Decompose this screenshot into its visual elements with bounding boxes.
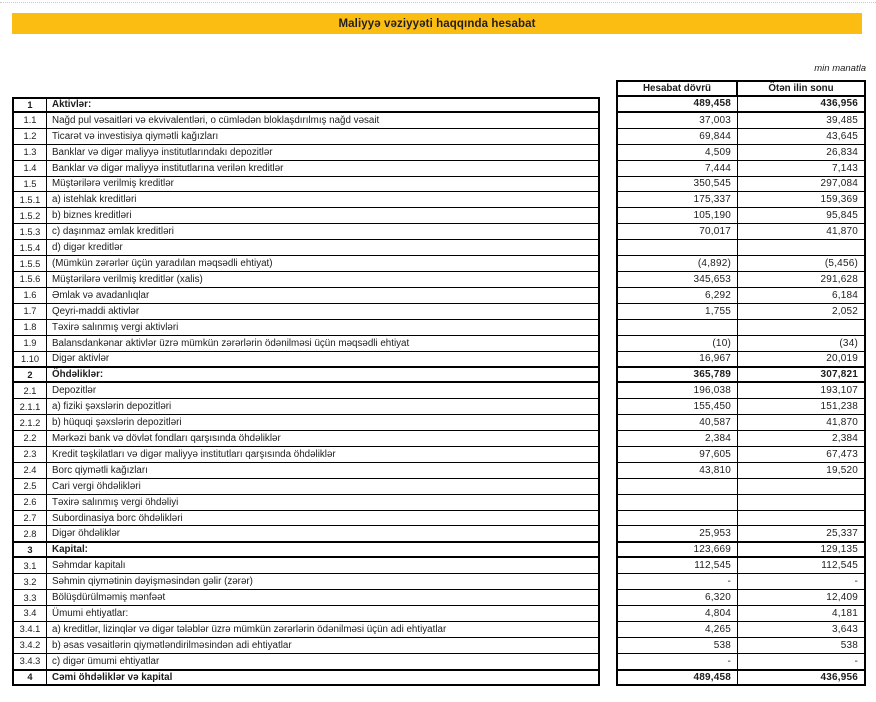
table-row <box>12 511 866 527</box>
value-previous: 41,870 <box>738 224 866 240</box>
row-number: 1.8 <box>12 320 47 336</box>
row-number: 2.6 <box>12 495 47 511</box>
row-label: Borc qiymətli kağızları <box>47 463 600 479</box>
row-number: 1.10 <box>12 352 47 368</box>
value-current: 6,292 <box>616 288 738 304</box>
value-previous: 43,645 <box>738 129 866 145</box>
row-label: c) daşınmaz əmlak kreditləri <box>47 224 600 240</box>
value-previous: 4,181 <box>738 606 866 622</box>
row-number: 3 <box>12 542 47 558</box>
value-current: 43,810 <box>616 463 738 479</box>
value-previous <box>738 240 866 256</box>
report-title: Maliyyə vəziyyəti haqqında hesabat <box>338 17 536 30</box>
column-gap <box>600 526 616 542</box>
column-gap <box>600 224 616 240</box>
column-gap <box>600 208 616 224</box>
value-current: 2,384 <box>616 431 738 447</box>
value-previous: 436,956 <box>738 670 866 686</box>
value-previous: 538 <box>738 638 866 654</box>
value-current <box>616 240 738 256</box>
column-gap <box>600 399 616 415</box>
value-previous: 20,019 <box>738 352 866 368</box>
value-previous: 291,628 <box>738 272 866 288</box>
value-current: 112,545 <box>616 558 738 574</box>
table-row <box>12 431 866 447</box>
row-label: Subordinasiya borc öhdəlikləri <box>47 511 600 527</box>
column-gap <box>600 654 616 670</box>
row-number: 3.4 <box>12 606 47 622</box>
row-number: 3.4.1 <box>12 622 47 638</box>
value-previous: 26,834 <box>738 145 866 161</box>
column-gap <box>600 479 616 495</box>
table-row <box>12 638 866 654</box>
table-row <box>12 208 866 224</box>
value-previous <box>738 479 866 495</box>
value-current: 105,190 <box>616 208 738 224</box>
row-number: 2.1 <box>12 383 47 399</box>
row-label: Səhmin qiymətinin dəyişməsindən gəlir (zərər) <box>47 574 600 590</box>
page-top-divider <box>0 2 876 3</box>
row-label: b) biznes kreditləri <box>47 208 600 224</box>
value-current: 489,458 <box>616 670 738 686</box>
row-number: 1 <box>12 97 47 113</box>
row-number: 2 <box>12 367 47 383</box>
column-gap <box>600 574 616 590</box>
table-row <box>12 256 866 272</box>
row-label: (Mümkün zərərlər üçün yaradılan məqsədli ehtiyat) <box>47 256 600 272</box>
value-previous: 39,485 <box>738 113 866 129</box>
row-number: 4 <box>12 670 47 686</box>
value-current: 155,450 <box>616 399 738 415</box>
table-row <box>12 542 866 558</box>
row-number: 1.6 <box>12 288 47 304</box>
row-label: Öhdəliklər: <box>47 367 600 383</box>
row-label: Səhmdar kapitalı <box>47 558 600 574</box>
value-previous: 297,084 <box>738 177 866 193</box>
value-current: 4,265 <box>616 622 738 638</box>
table-row <box>12 272 866 288</box>
column-gap <box>600 304 616 320</box>
column-gap <box>600 113 616 129</box>
value-current: 345,653 <box>616 272 738 288</box>
value-current: 4,509 <box>616 145 738 161</box>
row-number: 3.4.3 <box>12 654 47 670</box>
row-label: Digər aktivlər <box>47 352 600 368</box>
table-row <box>12 320 866 336</box>
column-gap <box>600 161 616 177</box>
table-row <box>12 495 866 511</box>
row-number: 1.5.1 <box>12 192 47 208</box>
column-gap <box>600 495 616 511</box>
row-number: 1.9 <box>12 336 47 352</box>
row-number: 2.4 <box>12 463 47 479</box>
row-number: 2.2 <box>12 431 47 447</box>
column-gap <box>600 256 616 272</box>
value-current: - <box>616 574 738 590</box>
column-gap <box>600 415 616 431</box>
row-number: 1.1 <box>12 113 47 129</box>
table-row <box>12 463 866 479</box>
value-current: 123,669 <box>616 542 738 558</box>
row-label: d) digər kreditlər <box>47 240 600 256</box>
row-number: 1.5 <box>12 177 47 193</box>
row-label: Təxirə salınmış vergi öhdəliyi <box>47 495 600 511</box>
row-number: 3.2 <box>12 574 47 590</box>
table-row <box>12 129 866 145</box>
column-gap <box>600 192 616 208</box>
table-row <box>12 590 866 606</box>
column-gap <box>600 463 616 479</box>
table-row <box>12 97 866 113</box>
table-row <box>12 670 866 686</box>
value-previous: 159,369 <box>738 192 866 208</box>
column-gap <box>600 177 616 193</box>
value-previous: - <box>738 574 866 590</box>
value-current: 4,804 <box>616 606 738 622</box>
row-number: 3.4.2 <box>12 638 47 654</box>
row-number: 2.3 <box>12 447 47 463</box>
table-row <box>12 113 866 129</box>
row-number: 2.5 <box>12 479 47 495</box>
column-header-previous: Ötən ilin sonu <box>738 80 866 97</box>
column-gap <box>600 590 616 606</box>
value-previous: 95,845 <box>738 208 866 224</box>
row-number: 1.5.2 <box>12 208 47 224</box>
value-previous: 2,384 <box>738 431 866 447</box>
row-label: Təxirə salınmış vergi aktivləri <box>47 320 600 336</box>
table-row <box>12 447 866 463</box>
row-label: Müştərilərə verilmiş kreditlər (xalis) <box>47 272 600 288</box>
table-row <box>12 479 866 495</box>
value-current: 97,605 <box>616 447 738 463</box>
value-previous: (34) <box>738 336 866 352</box>
unit-note: min manatla <box>814 63 866 74</box>
row-label: Banklar və digər maliyyə institutlarındakı depozitlər <box>47 145 600 161</box>
value-current: 489,458 <box>616 97 738 113</box>
column-gap <box>600 352 616 368</box>
value-current: 196,038 <box>616 383 738 399</box>
table-row <box>12 526 866 542</box>
column-gap <box>600 336 616 352</box>
value-current <box>616 320 738 336</box>
table-row <box>12 288 866 304</box>
value-current: 16,967 <box>616 352 738 368</box>
column-gap <box>600 670 616 686</box>
row-label: Digər öhdəliklər <box>47 526 600 542</box>
value-previous <box>738 511 866 527</box>
row-label: a) fiziki şəxslərin depozitləri <box>47 399 600 415</box>
value-previous: 112,545 <box>738 558 866 574</box>
row-label: Cari vergi öhdəlikləri <box>47 479 600 495</box>
financial-table <box>12 97 866 686</box>
value-current: 7,444 <box>616 161 738 177</box>
value-previous: (5,456) <box>738 256 866 272</box>
row-label: Nağd pul vəsaitləri və ekvivalentləri, o cümlədən bloklaşdırılmış nağd vəsait <box>47 113 600 129</box>
value-column-headers <box>616 80 866 97</box>
value-previous: 193,107 <box>738 383 866 399</box>
row-label: Ticarət və investisiya qiymətli kağızları <box>47 129 600 145</box>
column-gap <box>600 320 616 336</box>
table-row <box>12 304 866 320</box>
row-number: 1.5.6 <box>12 272 47 288</box>
column-gap <box>600 638 616 654</box>
row-label: Ümumi ehtiyatlar: <box>47 606 600 622</box>
row-label: Müştərilərə verilmiş kreditlər <box>47 177 600 193</box>
row-label: a) istehlak kreditləri <box>47 192 600 208</box>
row-number: 1.7 <box>12 304 47 320</box>
column-gap <box>600 145 616 161</box>
column-gap <box>600 542 616 558</box>
column-gap <box>600 97 616 113</box>
column-gap <box>600 558 616 574</box>
table-row <box>12 606 866 622</box>
row-label: b) hüquqi şəxslərin depozitləri <box>47 415 600 431</box>
table-row <box>12 367 866 383</box>
row-label: b) əsas vəsaitlərin qiymətləndirilməsindən adi ehtiyatlar <box>47 638 600 654</box>
value-current: (10) <box>616 336 738 352</box>
column-gap <box>600 367 616 383</box>
column-gap <box>600 288 616 304</box>
table-row <box>12 145 866 161</box>
value-current: 37,003 <box>616 113 738 129</box>
table-row <box>12 192 866 208</box>
column-gap <box>600 383 616 399</box>
table-row <box>12 224 866 240</box>
column-gap <box>600 447 616 463</box>
row-number: 1.5.5 <box>12 256 47 272</box>
row-number: 1.3 <box>12 145 47 161</box>
value-current: 350,545 <box>616 177 738 193</box>
row-label: Banklar və digər maliyyə institutlarına verilən kreditlər <box>47 161 600 177</box>
row-label: Cəmi öhdəliklər və kapital <box>47 670 600 686</box>
table-row <box>12 574 866 590</box>
table-row <box>12 161 866 177</box>
row-label: Əmlak və avadanlıqlar <box>47 288 600 304</box>
row-number: 3.1 <box>12 558 47 574</box>
row-number: 2.7 <box>12 511 47 527</box>
row-label: Depozitlər <box>47 383 600 399</box>
value-current: - <box>616 654 738 670</box>
row-label: c) digər ümumi ehtiyatlar <box>47 654 600 670</box>
report-title-bar <box>12 13 862 34</box>
value-previous: - <box>738 654 866 670</box>
row-number: 3.3 <box>12 590 47 606</box>
value-current <box>616 479 738 495</box>
column-header-current: Hesabat dövrü <box>616 80 738 97</box>
value-current: (4,892) <box>616 256 738 272</box>
column-gap <box>600 240 616 256</box>
value-current: 538 <box>616 638 738 654</box>
row-label: Kapital: <box>47 542 600 558</box>
value-previous: 307,821 <box>738 367 866 383</box>
value-previous: 12,409 <box>738 590 866 606</box>
table-row <box>12 558 866 574</box>
value-previous <box>738 495 866 511</box>
value-previous: 19,520 <box>738 463 866 479</box>
row-label: Aktivlər: <box>47 97 600 113</box>
value-previous: 129,135 <box>738 542 866 558</box>
column-gap <box>600 272 616 288</box>
row-label: Bölüşdürülməmiş mənfəət <box>47 590 600 606</box>
column-gap <box>600 606 616 622</box>
table-row <box>12 177 866 193</box>
row-number: 2.8 <box>12 526 47 542</box>
table-row <box>12 240 866 256</box>
value-current: 175,337 <box>616 192 738 208</box>
value-previous: 25,337 <box>738 526 866 542</box>
value-previous: 436,956 <box>738 97 866 113</box>
table-row <box>12 415 866 431</box>
value-current: 40,587 <box>616 415 738 431</box>
row-label: Balansdankənar aktivlər üzrə mümkün zərərlərin ödənilməsi üçün məqsədli ehtiyat <box>47 336 600 352</box>
table-row <box>12 352 866 368</box>
row-number: 2.1.2 <box>12 415 47 431</box>
value-previous: 7,143 <box>738 161 866 177</box>
table-row <box>12 383 866 399</box>
value-current: 6,320 <box>616 590 738 606</box>
column-gap <box>600 511 616 527</box>
table-row <box>12 622 866 638</box>
row-number: 1.2 <box>12 129 47 145</box>
row-number: 2.1.1 <box>12 399 47 415</box>
column-gap <box>600 431 616 447</box>
value-current: 1,755 <box>616 304 738 320</box>
value-current: 69,844 <box>616 129 738 145</box>
value-current: 365,789 <box>616 367 738 383</box>
row-number: 1.5.3 <box>12 224 47 240</box>
value-current <box>616 495 738 511</box>
row-number: 1.5.4 <box>12 240 47 256</box>
value-current: 70,017 <box>616 224 738 240</box>
row-label: Mərkəzi bank və dövlət fondları qarşısında öhdəliklər <box>47 431 600 447</box>
row-label: Qeyri-maddi aktivlər <box>47 304 600 320</box>
value-previous: 6,184 <box>738 288 866 304</box>
value-previous: 151,238 <box>738 399 866 415</box>
row-number: 1.4 <box>12 161 47 177</box>
table-row <box>12 399 866 415</box>
column-gap <box>600 622 616 638</box>
row-label: Kredit təşkilatları və digər maliyyə institutları qarşısında öhdəliklər <box>47 447 600 463</box>
value-previous: 41,870 <box>738 415 866 431</box>
value-previous: 3,643 <box>738 622 866 638</box>
value-current <box>616 511 738 527</box>
column-gap <box>600 129 616 145</box>
row-label: a) kreditlər, lizinqlər və digər tələblər üzrə mümkün zərərlərin ödənilməsi üçün adi ehtiyatlar <box>47 622 600 638</box>
table-row <box>12 336 866 352</box>
value-previous: 2,052 <box>738 304 866 320</box>
table-row <box>12 654 866 670</box>
value-previous <box>738 320 866 336</box>
value-previous: 67,473 <box>738 447 866 463</box>
value-current: 25,953 <box>616 526 738 542</box>
